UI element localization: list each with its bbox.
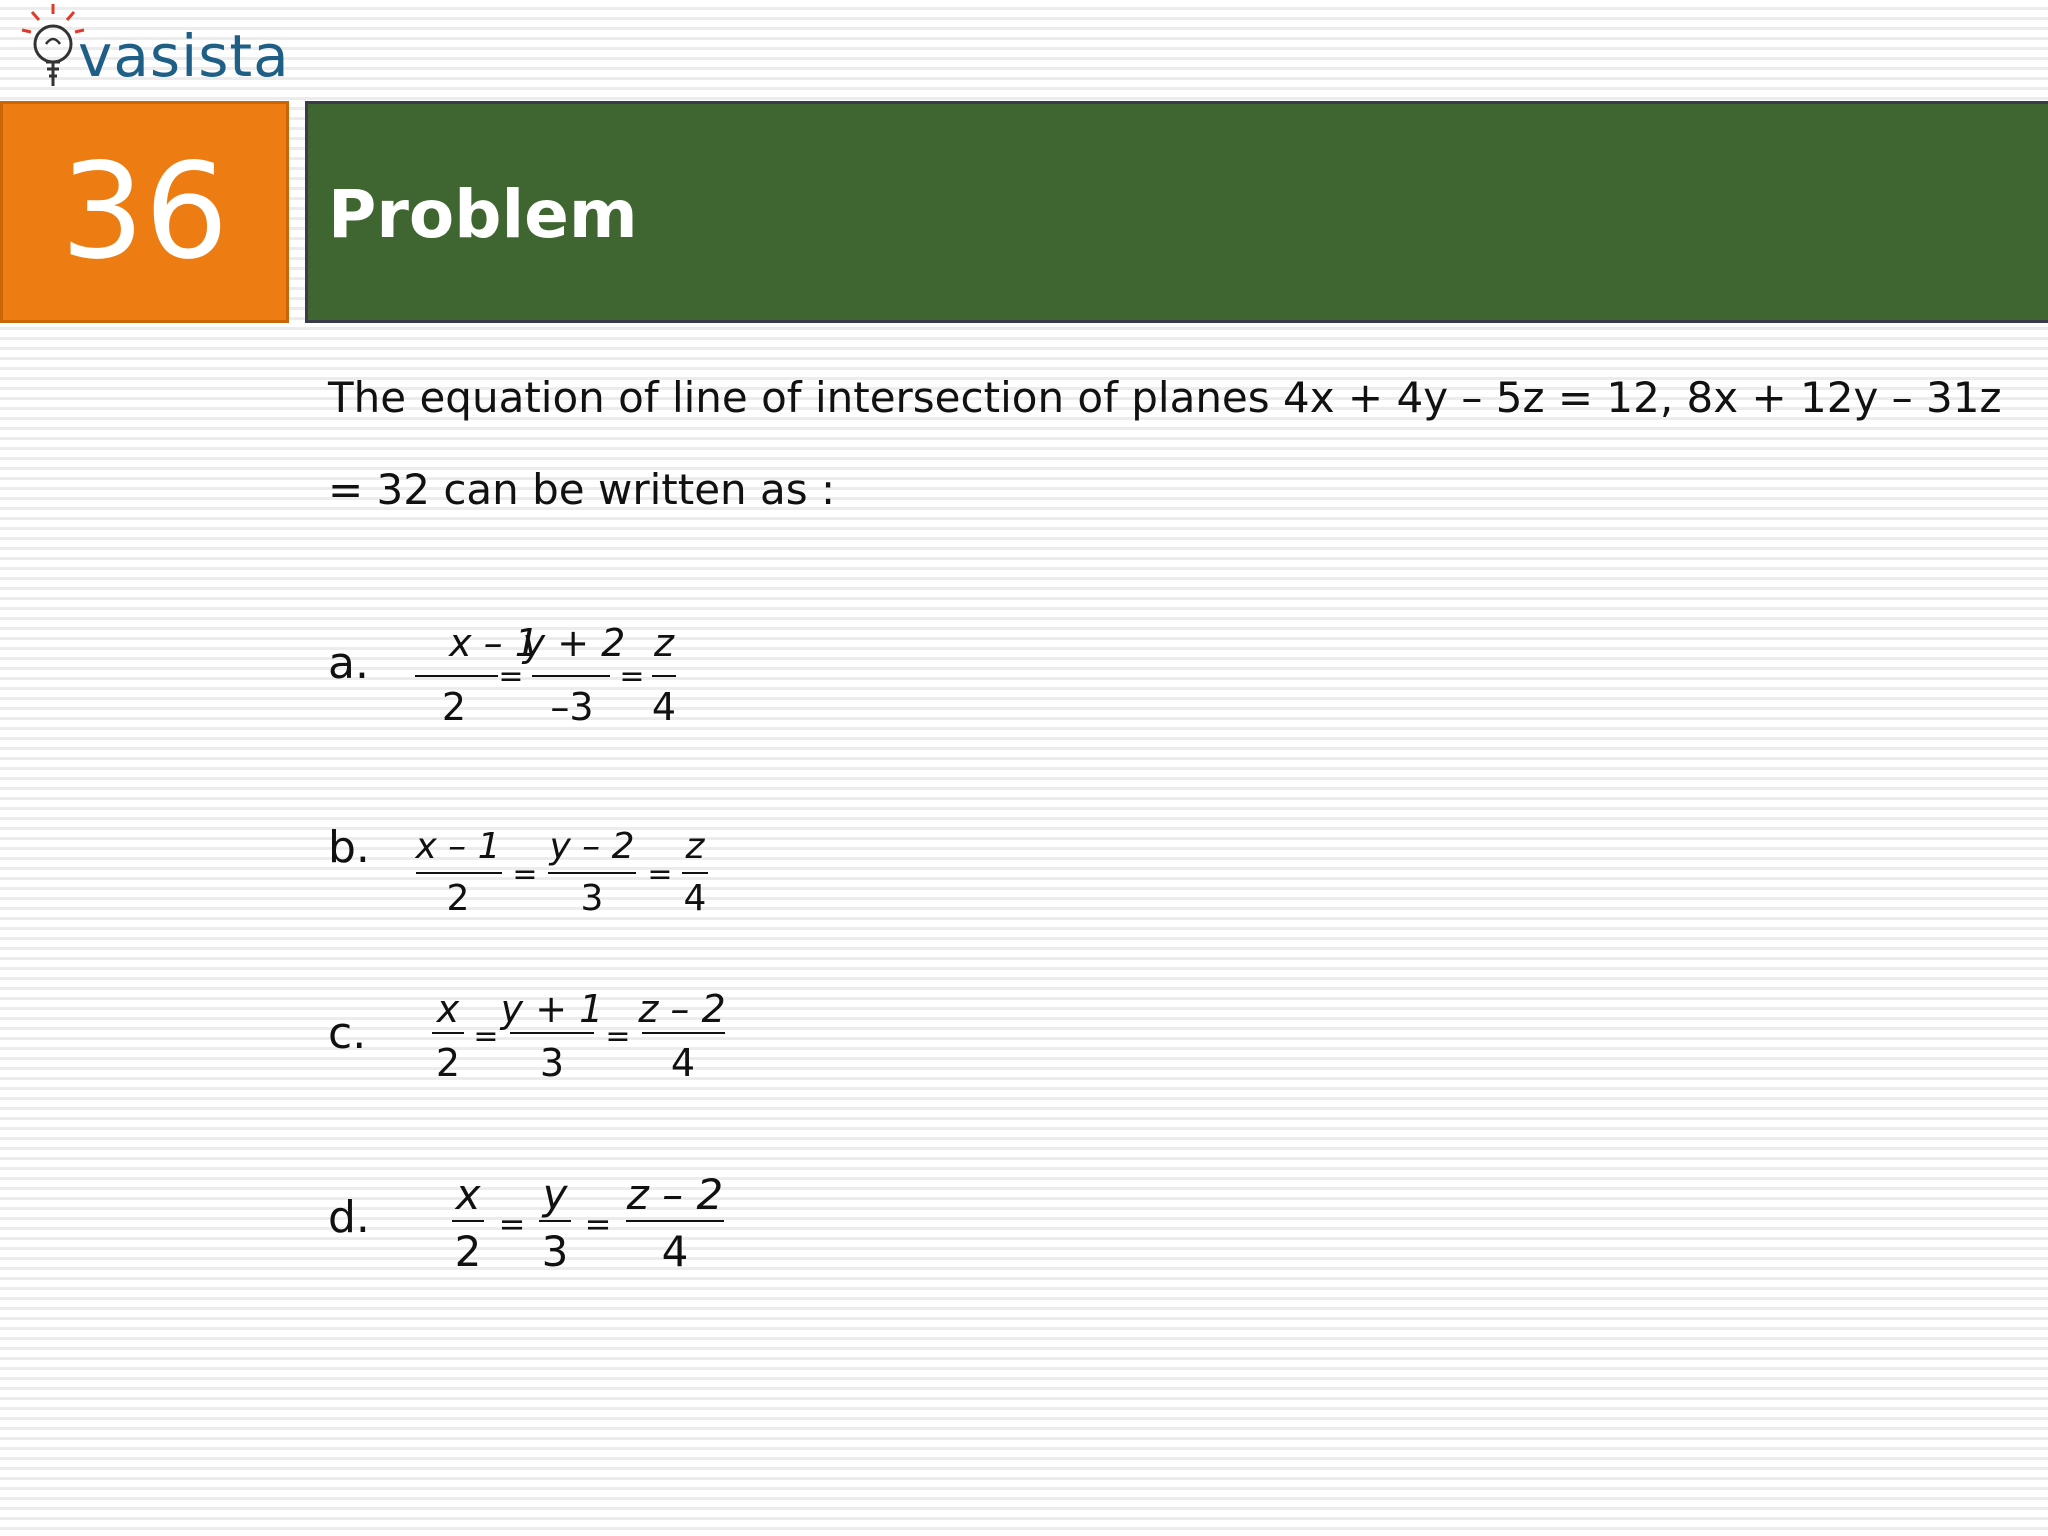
option-b-den-3: 4 <box>683 878 707 919</box>
option-d-den-1: 2 <box>454 1227 482 1276</box>
svg-text:=: = <box>512 857 538 892</box>
option-a-num-3: z <box>654 621 674 665</box>
option-d-den-3: 4 <box>661 1227 689 1276</box>
option-a-num-1: x – 1 <box>449 621 539 665</box>
question-text: The equation of line of intersection of planes 4x + 4y – 5z = 12, 8x + 12y – 31z = 32 can be written as : <box>328 373 2002 514</box>
option-b-num-1: x – 1 <box>415 826 501 867</box>
option-b-den-2: 3 <box>580 878 604 919</box>
svg-text:=: = <box>498 659 524 694</box>
option-c-num-3: z – 2 <box>638 987 726 1031</box>
option-c-num-1: x <box>436 987 460 1031</box>
option-b-formula <box>410 818 730 918</box>
slide-number: 36 <box>60 135 229 289</box>
option-d-label: d. <box>328 1192 370 1243</box>
option-d-num-2: y <box>542 1170 568 1219</box>
svg-text:=: = <box>647 857 673 892</box>
option-a-den-1: 2 <box>441 685 467 729</box>
option-b-label: b. <box>328 822 370 873</box>
option-b-num-2: y – 2 <box>549 826 635 867</box>
option-a-den-3: 4 <box>651 685 677 729</box>
svg-text:=: = <box>605 1019 631 1054</box>
logo-text: vasista <box>78 22 290 90</box>
option-a-num-2: y + 2 <box>522 621 626 665</box>
option-d-formula <box>440 1165 740 1275</box>
option-b-num-3: z <box>685 826 705 867</box>
option-a-den-2: –3 <box>550 685 594 729</box>
option-d-den-2: 3 <box>541 1227 569 1276</box>
svg-text:=: = <box>619 659 645 694</box>
slide-number-box <box>0 101 289 323</box>
option-c-den-1: 2 <box>435 1041 461 1085</box>
option-a-formula <box>410 620 690 730</box>
option-d-num-1: x <box>455 1170 481 1219</box>
option-a-label: a. <box>328 638 369 689</box>
vasista-logo <box>18 0 288 100</box>
svg-text:=: = <box>584 1205 612 1243</box>
option-c-num-2: y + 1 <box>500 987 604 1031</box>
title-bar <box>305 101 2048 323</box>
slide-title: Problem <box>328 176 638 253</box>
svg-text:=: = <box>498 1205 526 1243</box>
option-c-label: c. <box>328 1008 367 1059</box>
option-b-den-1: 2 <box>446 878 470 919</box>
option-c-den-2: 3 <box>539 1041 565 1085</box>
svg-text:=: = <box>473 1019 499 1054</box>
option-d-num-3: z – 2 <box>626 1170 724 1219</box>
option-c-den-3: 4 <box>670 1041 696 1085</box>
option-c-formula <box>420 980 740 1085</box>
